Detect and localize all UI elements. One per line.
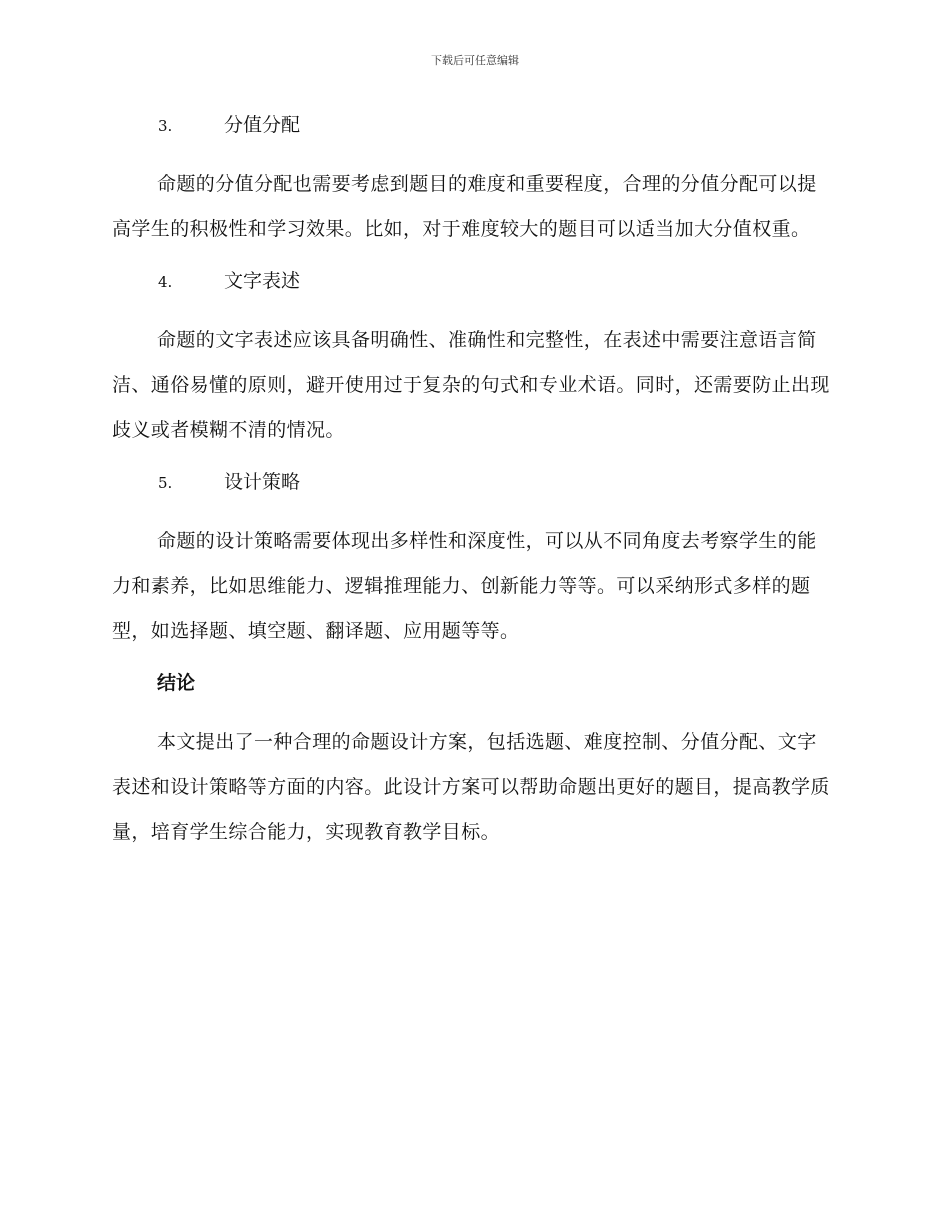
header-note: 下载后可任意编辑	[431, 54, 519, 67]
section-number: 4.	[158, 273, 173, 291]
section-title: 分值分配	[224, 114, 301, 136]
section-heading-3	[112, 110, 832, 148]
section-body: 命题的设计策略需要体现出多样性和深度性，可以从不同角度去考察学生的能力和素养，比如思维能力、逻辑推理能力、创新能力等等。可以采纳形式多样的题型，如选择题、填空题、翻译题、应用题等等。	[112, 530, 817, 642]
conclusion-body: 本文提出了一种合理的命题设计方案，包括选题、难度控制、分值分配、文字表述和设计策略等方面的内容。此设计方案可以帮助命题出更好的题目，提高教学质量，培育学生综合能力，实现教育教学目标。	[112, 731, 830, 843]
document-content	[112, 110, 832, 869]
section-body: 命题的文字表述应该具备明确性、准确性和完整性，在表述中需要注意语言简洁、通俗易懂的原则，避开使用过于复杂的句式和专业术语。同时，还需要防止出现歧义或者模糊不清的情况。	[112, 329, 830, 441]
section-body: 命题的分值分配也需要考虑到题目的难度和重要程度，合理的分值分配可以提高学生的积极性和学习效果。比如，对于难度较大的题目可以适当加大分值权重。	[112, 173, 817, 240]
conclusion-heading: 结论	[157, 672, 196, 694]
section-heading-4	[112, 266, 832, 304]
section-title: 设计策略	[224, 471, 301, 493]
section-title: 文字表述	[224, 270, 301, 292]
section-heading-5	[112, 467, 832, 505]
section-number: 5.	[158, 474, 173, 492]
section-number: 3.	[158, 117, 173, 135]
